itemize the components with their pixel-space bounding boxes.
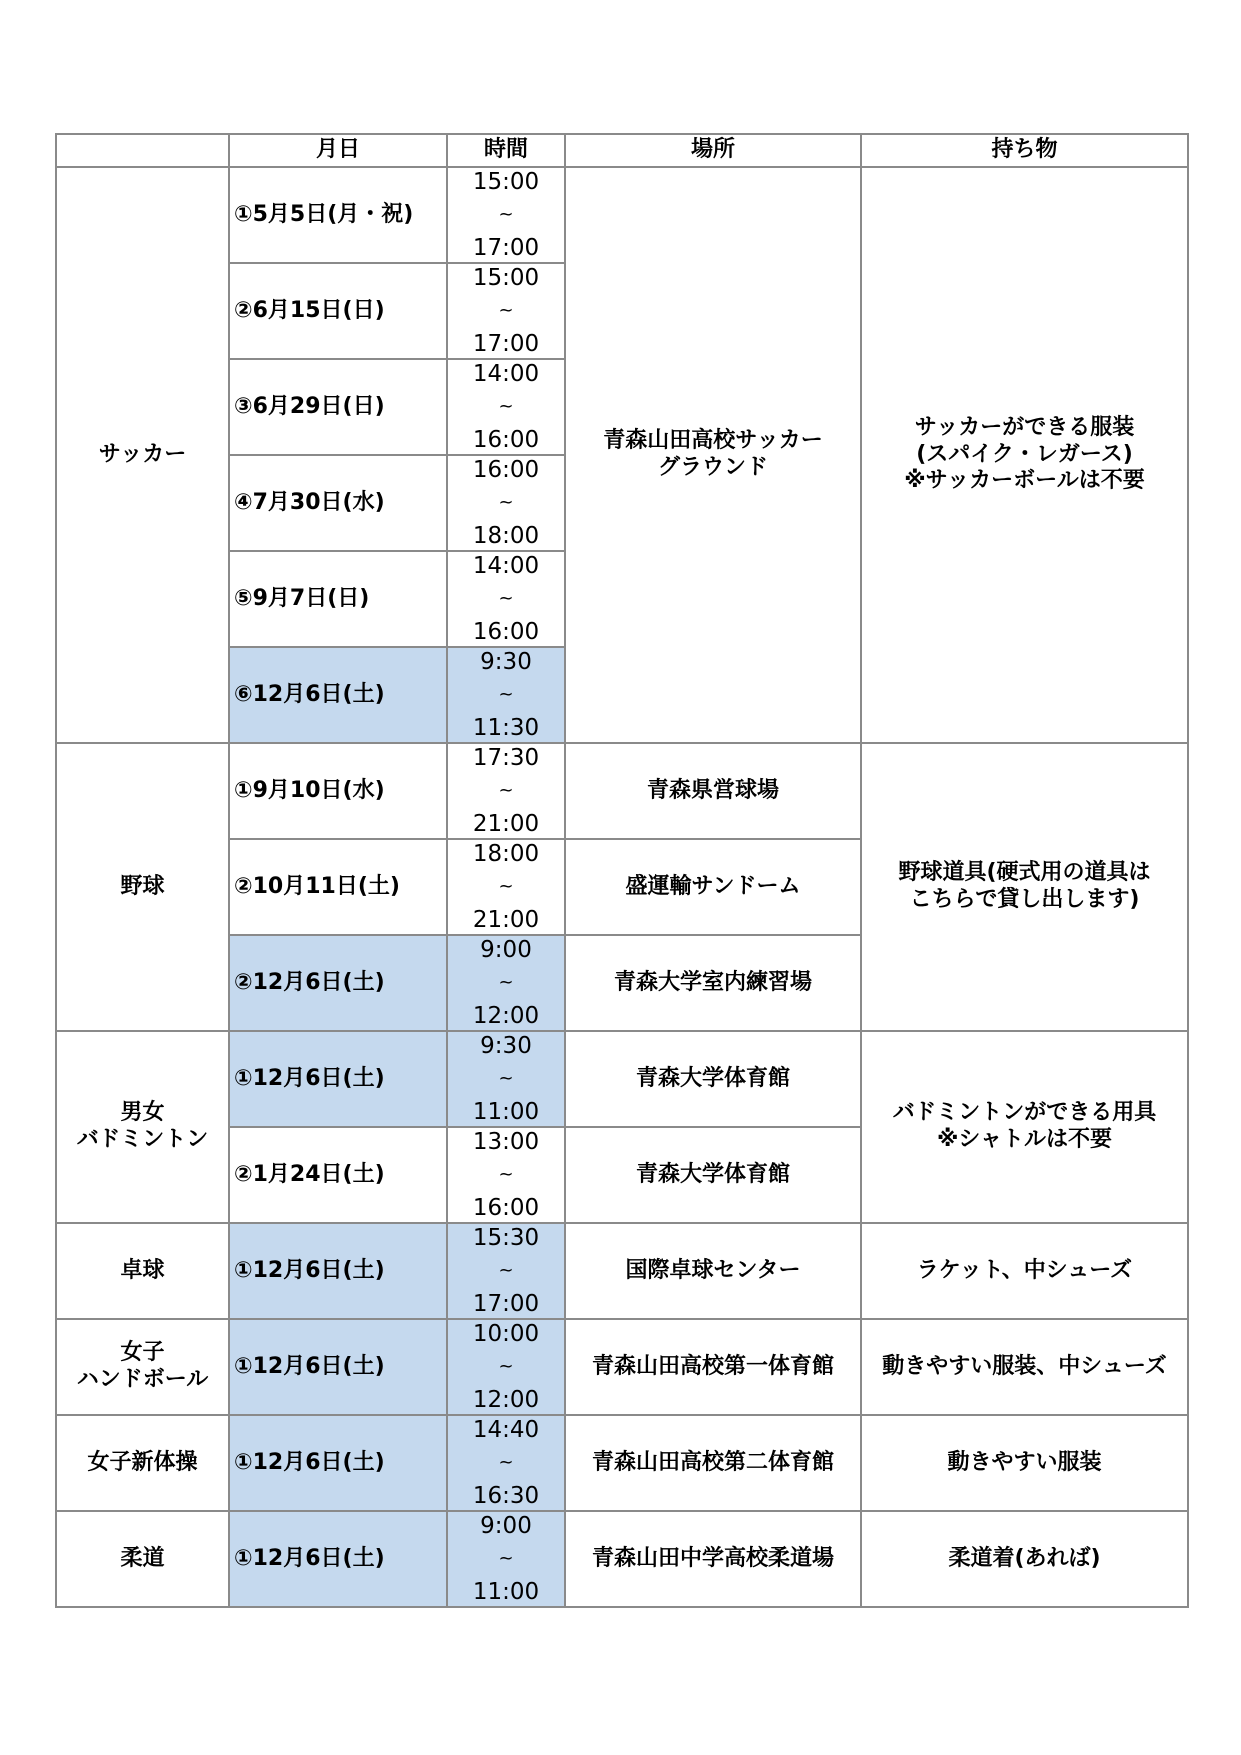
date-cell: ②6月15日(日) — [229, 263, 447, 359]
time-cell — [447, 935, 565, 1031]
time-separator: ~ — [498, 1164, 514, 1186]
table-row — [56, 1031, 1188, 1127]
place-cell: 盛運輸サンドーム — [565, 839, 861, 935]
end-time: 11:30 — [472, 714, 540, 741]
time-separator: ~ — [498, 1068, 514, 1090]
end-time: 17:00 — [472, 234, 540, 261]
items-cell: サッカーができる服装 (スパイク・レガース) ※サッカーボールは不要 — [861, 167, 1188, 743]
items-cell: ラケット、中シューズ — [861, 1223, 1188, 1319]
place-cell: 青森山田高校第二体育館 — [565, 1415, 861, 1511]
start-time: 9:30 — [480, 649, 532, 676]
place-cell: 青森大学体育館 — [565, 1031, 861, 1127]
time-cell — [447, 1511, 565, 1607]
end-time: 16:30 — [472, 1482, 540, 1509]
place-cell: 青森山田中学高校柔道場 — [565, 1511, 861, 1607]
table-row — [56, 167, 1188, 263]
start-time: 14:00 — [472, 361, 540, 388]
time-cell — [447, 551, 565, 647]
date-cell: ①12月6日(土) — [229, 1223, 447, 1319]
time-cell — [447, 1223, 565, 1319]
time-separator: ~ — [498, 492, 514, 514]
date-cell: ②12月6日(土) — [229, 935, 447, 1031]
place-cell: 青森山田高校第一体育館 — [565, 1319, 861, 1415]
end-time: 11:00 — [472, 1578, 540, 1605]
time-separator: ~ — [498, 396, 514, 418]
time-separator: ~ — [498, 684, 514, 706]
date-cell: ①12月6日(土) — [229, 1415, 447, 1511]
sport-cell: サッカー — [56, 167, 229, 743]
date-cell: ①12月6日(土) — [229, 1319, 447, 1415]
end-time: 12:00 — [472, 1386, 540, 1413]
start-time: 14:00 — [472, 553, 540, 580]
date-cell: ①12月6日(土) — [229, 1031, 447, 1127]
start-time: 9:00 — [480, 1513, 532, 1540]
place-cell: 青森県営球場 — [565, 743, 861, 839]
end-time: 17:00 — [472, 1290, 540, 1317]
time-separator: ~ — [498, 300, 514, 322]
start-time: 9:30 — [480, 1033, 532, 1060]
start-time: 9:00 — [480, 937, 532, 964]
header-items: 持ち物 — [861, 134, 1188, 167]
end-time: 17:00 — [472, 330, 540, 357]
start-time: 15:30 — [472, 1225, 540, 1252]
time-separator: ~ — [498, 588, 514, 610]
end-time: 21:00 — [472, 810, 540, 837]
sport-cell: 野球 — [56, 743, 229, 1031]
date-cell: ⑤9月7日(日) — [229, 551, 447, 647]
time-cell — [447, 359, 565, 455]
start-time: 17:30 — [472, 745, 540, 772]
time-separator: ~ — [498, 1548, 514, 1570]
time-separator: ~ — [498, 876, 514, 898]
end-time: 12:00 — [472, 1002, 540, 1029]
items-cell: 柔道着(あれば) — [861, 1511, 1188, 1607]
items-cell: 野球道具(硬式用の道具は こちらで貸し出します) — [861, 743, 1188, 1031]
table-row — [56, 1415, 1188, 1511]
time-cell — [447, 263, 565, 359]
date-cell: ③6月29日(日) — [229, 359, 447, 455]
time-separator: ~ — [498, 780, 514, 802]
header-place: 場所 — [565, 134, 861, 167]
end-time: 11:00 — [472, 1098, 540, 1125]
start-time: 15:00 — [472, 169, 540, 196]
time-cell — [447, 167, 565, 263]
place-cell: 青森大学体育館 — [565, 1127, 861, 1223]
time-cell — [447, 1127, 565, 1223]
date-cell: ①9月10日(水) — [229, 743, 447, 839]
end-time: 16:00 — [472, 426, 540, 453]
sport-cell: 卓球 — [56, 1223, 229, 1319]
table-row — [56, 1511, 1188, 1607]
sport-cell: 柔道 — [56, 1511, 229, 1607]
date-cell: ⑥12月6日(土) — [229, 647, 447, 743]
date-cell: ④7月30日(水) — [229, 455, 447, 551]
end-time: 16:00 — [472, 618, 540, 645]
sport-cell: 女子新体操 — [56, 1415, 229, 1511]
date-cell: ②10月11日(土) — [229, 839, 447, 935]
place-cell: 青森大学室内練習場 — [565, 935, 861, 1031]
start-time: 13:00 — [472, 1129, 540, 1156]
time-separator: ~ — [498, 1452, 514, 1474]
time-cell — [447, 1031, 565, 1127]
items-cell: 動きやすい服装 — [861, 1415, 1188, 1511]
place-cell: 青森山田高校サッカー グラウンド — [565, 167, 861, 743]
time-cell — [447, 1415, 565, 1511]
end-time: 18:00 — [472, 522, 540, 549]
time-separator: ~ — [498, 1356, 514, 1378]
date-cell: ①5月5日(月・祝) — [229, 167, 447, 263]
time-cell — [447, 1319, 565, 1415]
schedule-table — [55, 133, 1189, 1608]
start-time: 18:00 — [472, 841, 540, 868]
time-cell — [447, 455, 565, 551]
header-date: 月日 — [229, 134, 447, 167]
table-row — [56, 1319, 1188, 1415]
header-row — [56, 134, 1188, 167]
header-time: 時間 — [447, 134, 565, 167]
time-separator: ~ — [498, 1260, 514, 1282]
items-cell: バドミントンができる用具 ※シャトルは不要 — [861, 1031, 1188, 1223]
header-sport — [56, 134, 229, 167]
time-cell — [447, 839, 565, 935]
time-cell — [447, 647, 565, 743]
start-time: 15:00 — [472, 265, 540, 292]
time-separator: ~ — [498, 972, 514, 994]
sport-cell: 男女 バドミントン — [56, 1031, 229, 1223]
place-cell: 国際卓球センター — [565, 1223, 861, 1319]
date-cell: ①12月6日(土) — [229, 1511, 447, 1607]
date-cell: ②1月24日(土) — [229, 1127, 447, 1223]
sport-cell: 女子 ハンドボール — [56, 1319, 229, 1415]
items-cell: 動きやすい服装、中シューズ — [861, 1319, 1188, 1415]
start-time: 16:00 — [472, 457, 540, 484]
end-time: 16:00 — [472, 1194, 540, 1221]
start-time: 14:40 — [472, 1417, 540, 1444]
time-separator: ~ — [498, 204, 514, 226]
time-cell — [447, 743, 565, 839]
table-row — [56, 1223, 1188, 1319]
table-row — [56, 743, 1188, 839]
end-time: 21:00 — [472, 906, 540, 933]
start-time: 10:00 — [472, 1321, 540, 1348]
